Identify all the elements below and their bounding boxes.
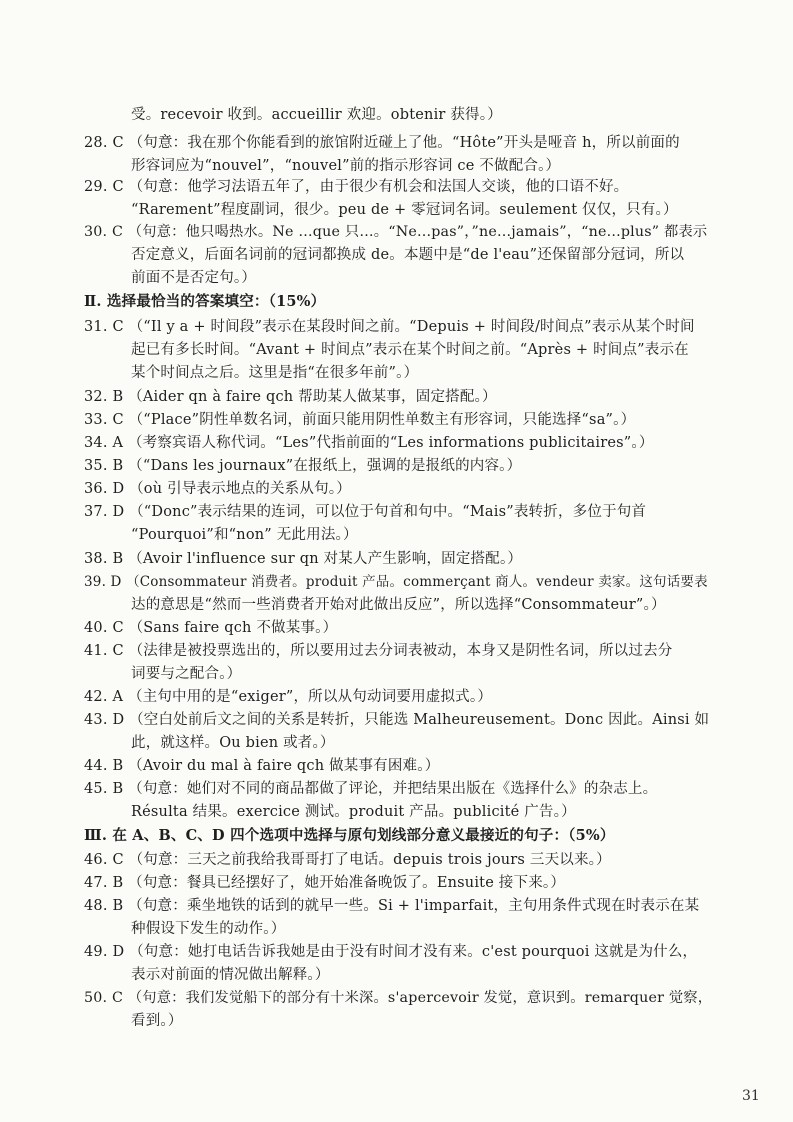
answer-45: 45. B （句意：她们对不同的商品都做了评论，并把结果出版在《选择什么》的杂志上。	[84, 781, 658, 797]
text-line: Résulta 结果。exercice 测试。produit 产品。publicité 广告。）	[131, 804, 576, 820]
text-line: 此，就这样。Ou bien 或者。）	[131, 735, 335, 751]
section-heading-2: Ⅱ. 选择最恰当的答案填空：（15%）	[84, 293, 326, 310]
text-line: 达的意思是“然而一些消费者开始对此做出反应”，所以选择“Consommateur”。）	[131, 597, 666, 613]
page-number: 31	[742, 1088, 760, 1104]
answer-42: 42. A （主句中用的是“exiger”，所以从句动词要用虚拟式。）	[84, 689, 493, 705]
answer-28: 28. C （句意：我在那个你能看到的旅馆附近碰上了他。“Hôte”开头是哑音 h，所以前面的	[84, 135, 680, 151]
text-line: “Pourquoi”和“non” 无此用法。）	[131, 527, 358, 543]
answer-37: 37. D （“Donc”表示结果的连词，可以位于句首和句中。“Mais”表转折，多位于句首	[84, 504, 647, 520]
text-line: 看到。）	[131, 1013, 183, 1029]
answer-44: 44. B （Avoir du mal à faire qch 做某事有困难。）	[84, 758, 440, 774]
answer-49: 49. D （句意：她打电话告诉我她是由于没有时间才没有来。c'est pourquoi 这就是为什么，	[84, 944, 698, 960]
answer-38: 38. B （Avoir l'influence sur qn 对某人产生影响，固定搭配。）	[84, 551, 523, 567]
answer-29: 29. C （句意：他学习法语五年了，由于很少有机会和法国人交谈，他的口语不好。	[84, 179, 629, 195]
text-line: 某个时间点之后。这里是指“在很多年前”。）	[131, 365, 419, 381]
text-line: 前面不是否定句。）	[131, 270, 257, 286]
text-line: 表示对前面的情况做出解释。）	[131, 967, 330, 983]
answer-34: 34. A （考察宾语人称代词。“Les”代指前面的“Les informations publicitaires”。）	[84, 435, 654, 451]
answer-36: 36. D （où 引导表示地点的关系从句。）	[84, 481, 351, 497]
answer-47: 47. B （句意：餐具已经摆好了，她开始准备晚饭了。Ensuite 接下来。）	[84, 875, 566, 891]
text-line: 起已有多长时间。“Avant + 时间点”表示在某个时间之前。“Après + 时间点”表示在	[131, 342, 689, 358]
text-line: 词要与之配合。）	[131, 666, 242, 682]
answer-48: 48. B （句意：乘坐地铁的话到的就早一些。Si + l'imparfait，主句用条件式现在时表示在某	[84, 898, 700, 914]
answer-32: 32. B （Aider qn à faire qch 帮助某人做某事，固定搭配。）	[84, 389, 497, 405]
section-heading-3: Ⅲ. 在 A、B、C、D 四个选项中选择与原句划线部分意义最接近的句子：（5%）	[84, 827, 615, 844]
answer-33: 33. C （“Place”阴性单数名词，前面只能用阴性单数主有形容词，只能选择“sa”。）	[84, 412, 636, 428]
answer-30: 30. C （句意：他只喝热水。Ne …que 只…。“Ne...pas”，”ne...jamais”，“ne...plus” 都表示	[84, 224, 708, 240]
answer-50: 50. C （句意：我们发觉船下的部分有十米深。s'apercevoir 发觉，意识到。remarquer 觉察，	[84, 990, 713, 1006]
answer-39: 39. D （Consommateur 消费者。produit 产品。commerçant 商人。vendeur 卖家。这句话要表	[84, 574, 708, 590]
text-line: 形容词应为“nouvel”，“nouvel”前的指示形容词 ce 不做配合。）	[131, 158, 561, 174]
text-line: “Rarement”程度副词，很少。peu de + 零冠词名词。seulement 仅仅，只有。）	[131, 202, 678, 218]
answer-46: 46. C （句意：三天之前我给我哥哥打了电话。depuis trois jours 三天以来。）	[84, 852, 611, 868]
text-line: 受。recevoir 收到。accueillir 欢迎。obtenir 获得。）	[131, 107, 502, 123]
answer-43: 43. D （空白处前后文之间的关系是转折，只能选 Malheureusement。Donc 因此。Ainsi 如	[84, 712, 710, 728]
text-line: 否定意义，后面名词前的冠词都换成 de。本题中是“de l'eau”还保留部分冠词，所以	[131, 247, 685, 263]
text-line: 种假设下发生的动作。）	[131, 921, 286, 937]
answer-31: 31. C （“Il y a + 时间段”表示在某段时间之前。“Depuis + 时间段/时间点”表示从某个时间	[84, 319, 695, 335]
answer-40: 40. C （Sans faire qch 不做某事。）	[84, 620, 338, 636]
answer-41: 41. C （法律是被投票选出的，所以要用过去分词表被动，本身又是阴性名词，所以过去分	[84, 643, 673, 659]
answer-35: 35. B （“Dans les journaux”在报纸上，强调的是报纸的内容。）	[84, 458, 522, 474]
